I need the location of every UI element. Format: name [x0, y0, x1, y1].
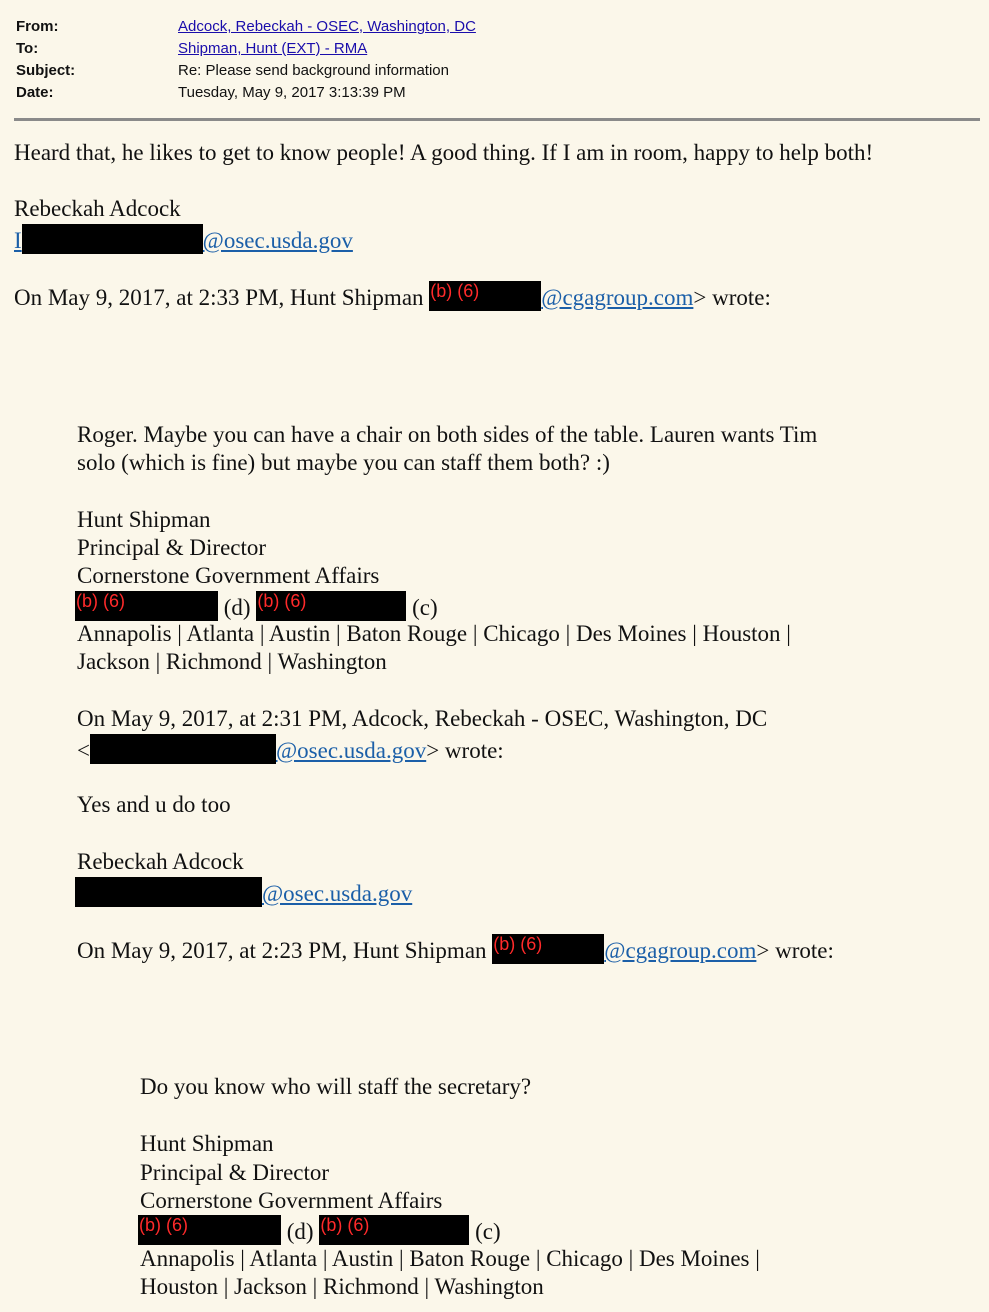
date-row: [16, 82, 476, 104]
quote2-email-link[interactable]: @osec.usda.gov: [275, 738, 427, 763]
redaction-code: (b) (6): [320, 1215, 370, 1235]
quote3-intro-prefix: On May 9, 2017, at 2:23 PM, Hunt Shipman: [77, 938, 487, 963]
subject-label: Subject:: [16, 62, 76, 79]
quote3-body: Do you know who will staff the secretary?: [140, 1074, 532, 1099]
quote1-offices-line1: Annapolis | Atlanta | Austin | Baton Rouge | Chicago | Des Moines | Houston |: [77, 621, 791, 646]
reply-email-link[interactable]: @osec.usda.gov: [202, 228, 353, 253]
quote3-intro: [77, 934, 834, 965]
quote3-offices-line1: Annapolis | Atlanta | Austin | Baton Rouge | Chicago | Des Moines |: [140, 1246, 760, 1271]
subject-value: Re: Please send background information: [178, 62, 449, 79]
reply-signature-email: [14, 224, 353, 255]
quote2-signature-name: Rebeckah Adcock: [77, 849, 244, 874]
redaction-box: [90, 734, 276, 764]
email-header: [16, 16, 476, 104]
quote1-intro-suffix: > wrote:: [693, 285, 771, 310]
quote2-intro-line1: On May 9, 2017, at 2:31 PM, Adcock, Rebeckah - OSEC, Washington, DC: [77, 706, 768, 731]
date-value: Tuesday, May 9, 2017 3:13:39 PM: [178, 84, 406, 101]
to-row: [16, 38, 476, 60]
redaction-box: [138, 1215, 281, 1245]
quote2-intro-suffix: > wrote:: [426, 738, 504, 763]
header-divider: [14, 118, 980, 121]
reply-signature-name: Rebeckah Adcock: [14, 196, 181, 221]
reply-body: Heard that, he likes to get to know people! A good thing. If I am in room, happy to help both!: [14, 140, 874, 165]
quote3-email-link[interactable]: @cgagroup.com: [604, 938, 757, 963]
quote3-phone-line: [138, 1215, 501, 1246]
phone-d-label: (d): [286, 1219, 314, 1244]
redaction-code: (b) (6): [76, 591, 125, 611]
quote1-signature-company: Cornerstone Government Affairs: [77, 563, 380, 588]
quote2-signature-email: [75, 877, 412, 908]
redaction-code: (b) (6): [493, 934, 543, 954]
redaction-code: (b) (6): [430, 281, 480, 301]
quote1-email-link[interactable]: @cgagroup.com: [541, 285, 694, 310]
redaction-box: [75, 877, 262, 907]
quote3-signature-company: Cornerstone Government Affairs: [140, 1188, 443, 1213]
redaction-code: (b) (6): [257, 591, 307, 611]
redaction-box: [75, 591, 218, 621]
quote1-body-line2: solo (which is fine) but maybe you can staff them both? :): [77, 450, 610, 475]
redaction-box: [22, 224, 203, 254]
date-label: Date:: [16, 84, 54, 101]
from-row: [16, 16, 476, 38]
redaction-box: [256, 591, 406, 621]
quote2-intro-lt: <: [77, 738, 90, 763]
redaction-box: [319, 1215, 469, 1245]
redaction-box: [429, 281, 541, 311]
quote2-intro-line2: [77, 734, 504, 765]
quote1-intro: [14, 281, 771, 312]
quote1-intro-prefix: On May 9, 2017, at 2:33 PM, Hunt Shipman: [14, 285, 424, 310]
quote3-signature-title: Principal & Director: [140, 1160, 330, 1185]
quote3-intro-suffix: > wrote:: [756, 938, 834, 963]
reply-email-lead[interactable]: I: [14, 228, 22, 253]
from-label: From:: [16, 18, 59, 35]
quote2-email-link[interactable]: @osec.usda.gov: [262, 881, 413, 906]
quote1-body-line1: Roger. Maybe you can have a chair on both sides of the table. Lauren wants Tim: [77, 422, 818, 447]
quote1-offices-line2: Jackson | Richmond | Washington: [77, 649, 387, 674]
to-link[interactable]: Shipman, Hunt (EXT) - RMA: [178, 40, 368, 57]
subject-row: [16, 60, 476, 82]
phone-d-label: (d): [223, 595, 251, 620]
quote1-phone-line: [75, 591, 438, 622]
quote2-body: Yes and u do too: [77, 792, 231, 817]
quote1-signature-title: Principal & Director: [77, 535, 267, 560]
quote3-signature-name: Hunt Shipman: [140, 1131, 274, 1156]
quote1-signature-name: Hunt Shipman: [77, 507, 211, 532]
to-label: To:: [16, 40, 39, 57]
redaction-box: [492, 934, 604, 964]
from-link[interactable]: Adcock, Rebeckah - OSEC, Washington, DC: [178, 18, 476, 35]
redaction-code: (b) (6): [139, 1215, 188, 1235]
phone-c-label: (c): [412, 595, 438, 620]
quote3-offices-line2: Houston | Jackson | Richmond | Washington: [140, 1274, 544, 1299]
phone-c-label: (c): [475, 1219, 501, 1244]
